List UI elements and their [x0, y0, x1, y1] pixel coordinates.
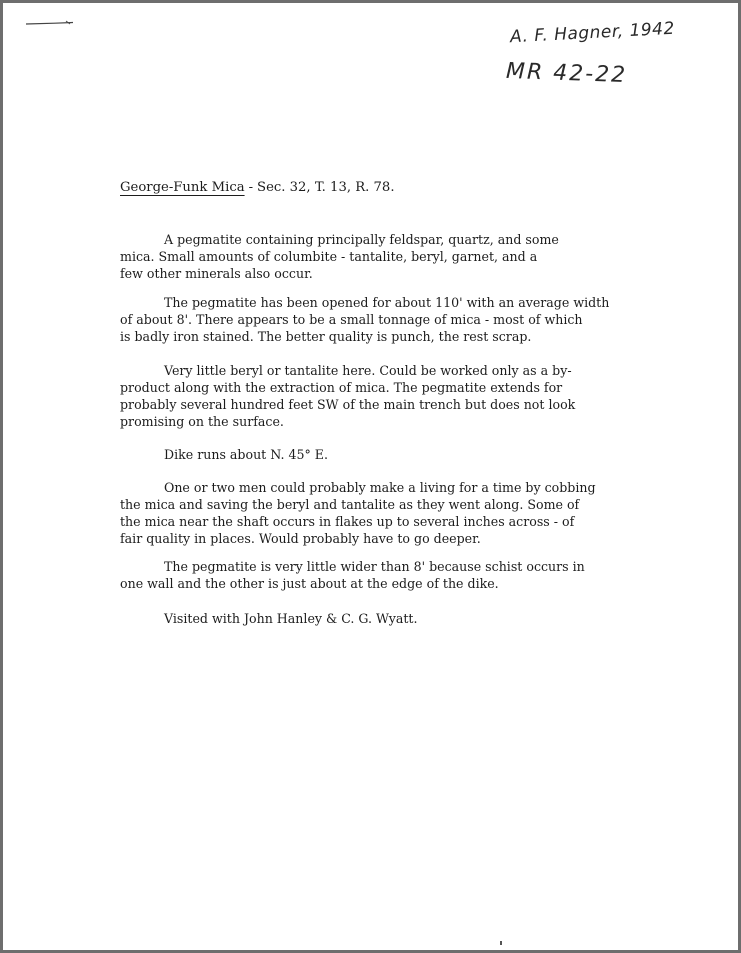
- text-line: Dike runs about N. 45° E.: [164, 447, 328, 462]
- title-separator: -: [248, 180, 254, 195]
- scan-speck: [500, 941, 502, 945]
- text-line: The pegmatite is very little wider than 8' because schist occurs in: [164, 559, 585, 574]
- property-name: George-Funk Mica: [120, 180, 245, 195]
- text-line: the mica and saving the beryl and tantalite as they went along. Some of: [120, 497, 580, 512]
- text-line: one wall and the other is just about at the edge of the dike.: [120, 576, 499, 591]
- document-title: [120, 180, 395, 195]
- text-line: Visited with John Hanley & C. G. Wyatt.: [164, 611, 418, 626]
- handwritten-reference-number: MR 42-22: [505, 58, 628, 89]
- text-line: The pegmatite has been opened for about 110' with an average width: [164, 295, 610, 310]
- text-line: A pegmatite containing principally feldspar, quartz, and some: [164, 232, 559, 247]
- text-line: of about 8'. There appears to be a small tonnage of mica - most of which: [120, 312, 583, 327]
- text-line: Very little beryl or tantalite here. Could be worked only as a by-: [164, 363, 572, 378]
- paragraph-visitors: [120, 610, 660, 627]
- text-line: the mica near the shaft occurs in flakes up to several inches across - of: [120, 514, 575, 529]
- paragraph-composition: [120, 231, 660, 282]
- corner-pen-mark: [25, 20, 75, 26]
- paragraph-cobbing: [120, 479, 660, 547]
- text-line: few other minerals also occur.: [120, 266, 313, 281]
- paragraph-dike-direction: [120, 446, 660, 463]
- text-line: is badly iron stained. The better quality is punch, the rest scrap.: [120, 329, 532, 344]
- paragraph-workings: [120, 294, 660, 345]
- paragraph-beryl-tantalite: [120, 362, 660, 430]
- text-line: probably several hundred feet SW of the main trench but does not look: [120, 397, 576, 412]
- text-line: fair quality in places. Would probably have to go deeper.: [120, 531, 481, 546]
- text-line: promising on the surface.: [120, 414, 284, 429]
- text-line: mica. Small amounts of columbite - tantalite, beryl, garnet, and a: [120, 249, 538, 264]
- paragraph-width: [120, 558, 660, 592]
- handwritten-author-date: A. F. Hagner, 1942: [509, 18, 676, 48]
- text-line: product along with the extraction of mica. The pegmatite extends for: [120, 380, 563, 395]
- legal-location: Sec. 32, T. 13, R. 78.: [257, 180, 395, 195]
- text-line: One or two men could probably make a living for a time by cobbing: [164, 480, 596, 495]
